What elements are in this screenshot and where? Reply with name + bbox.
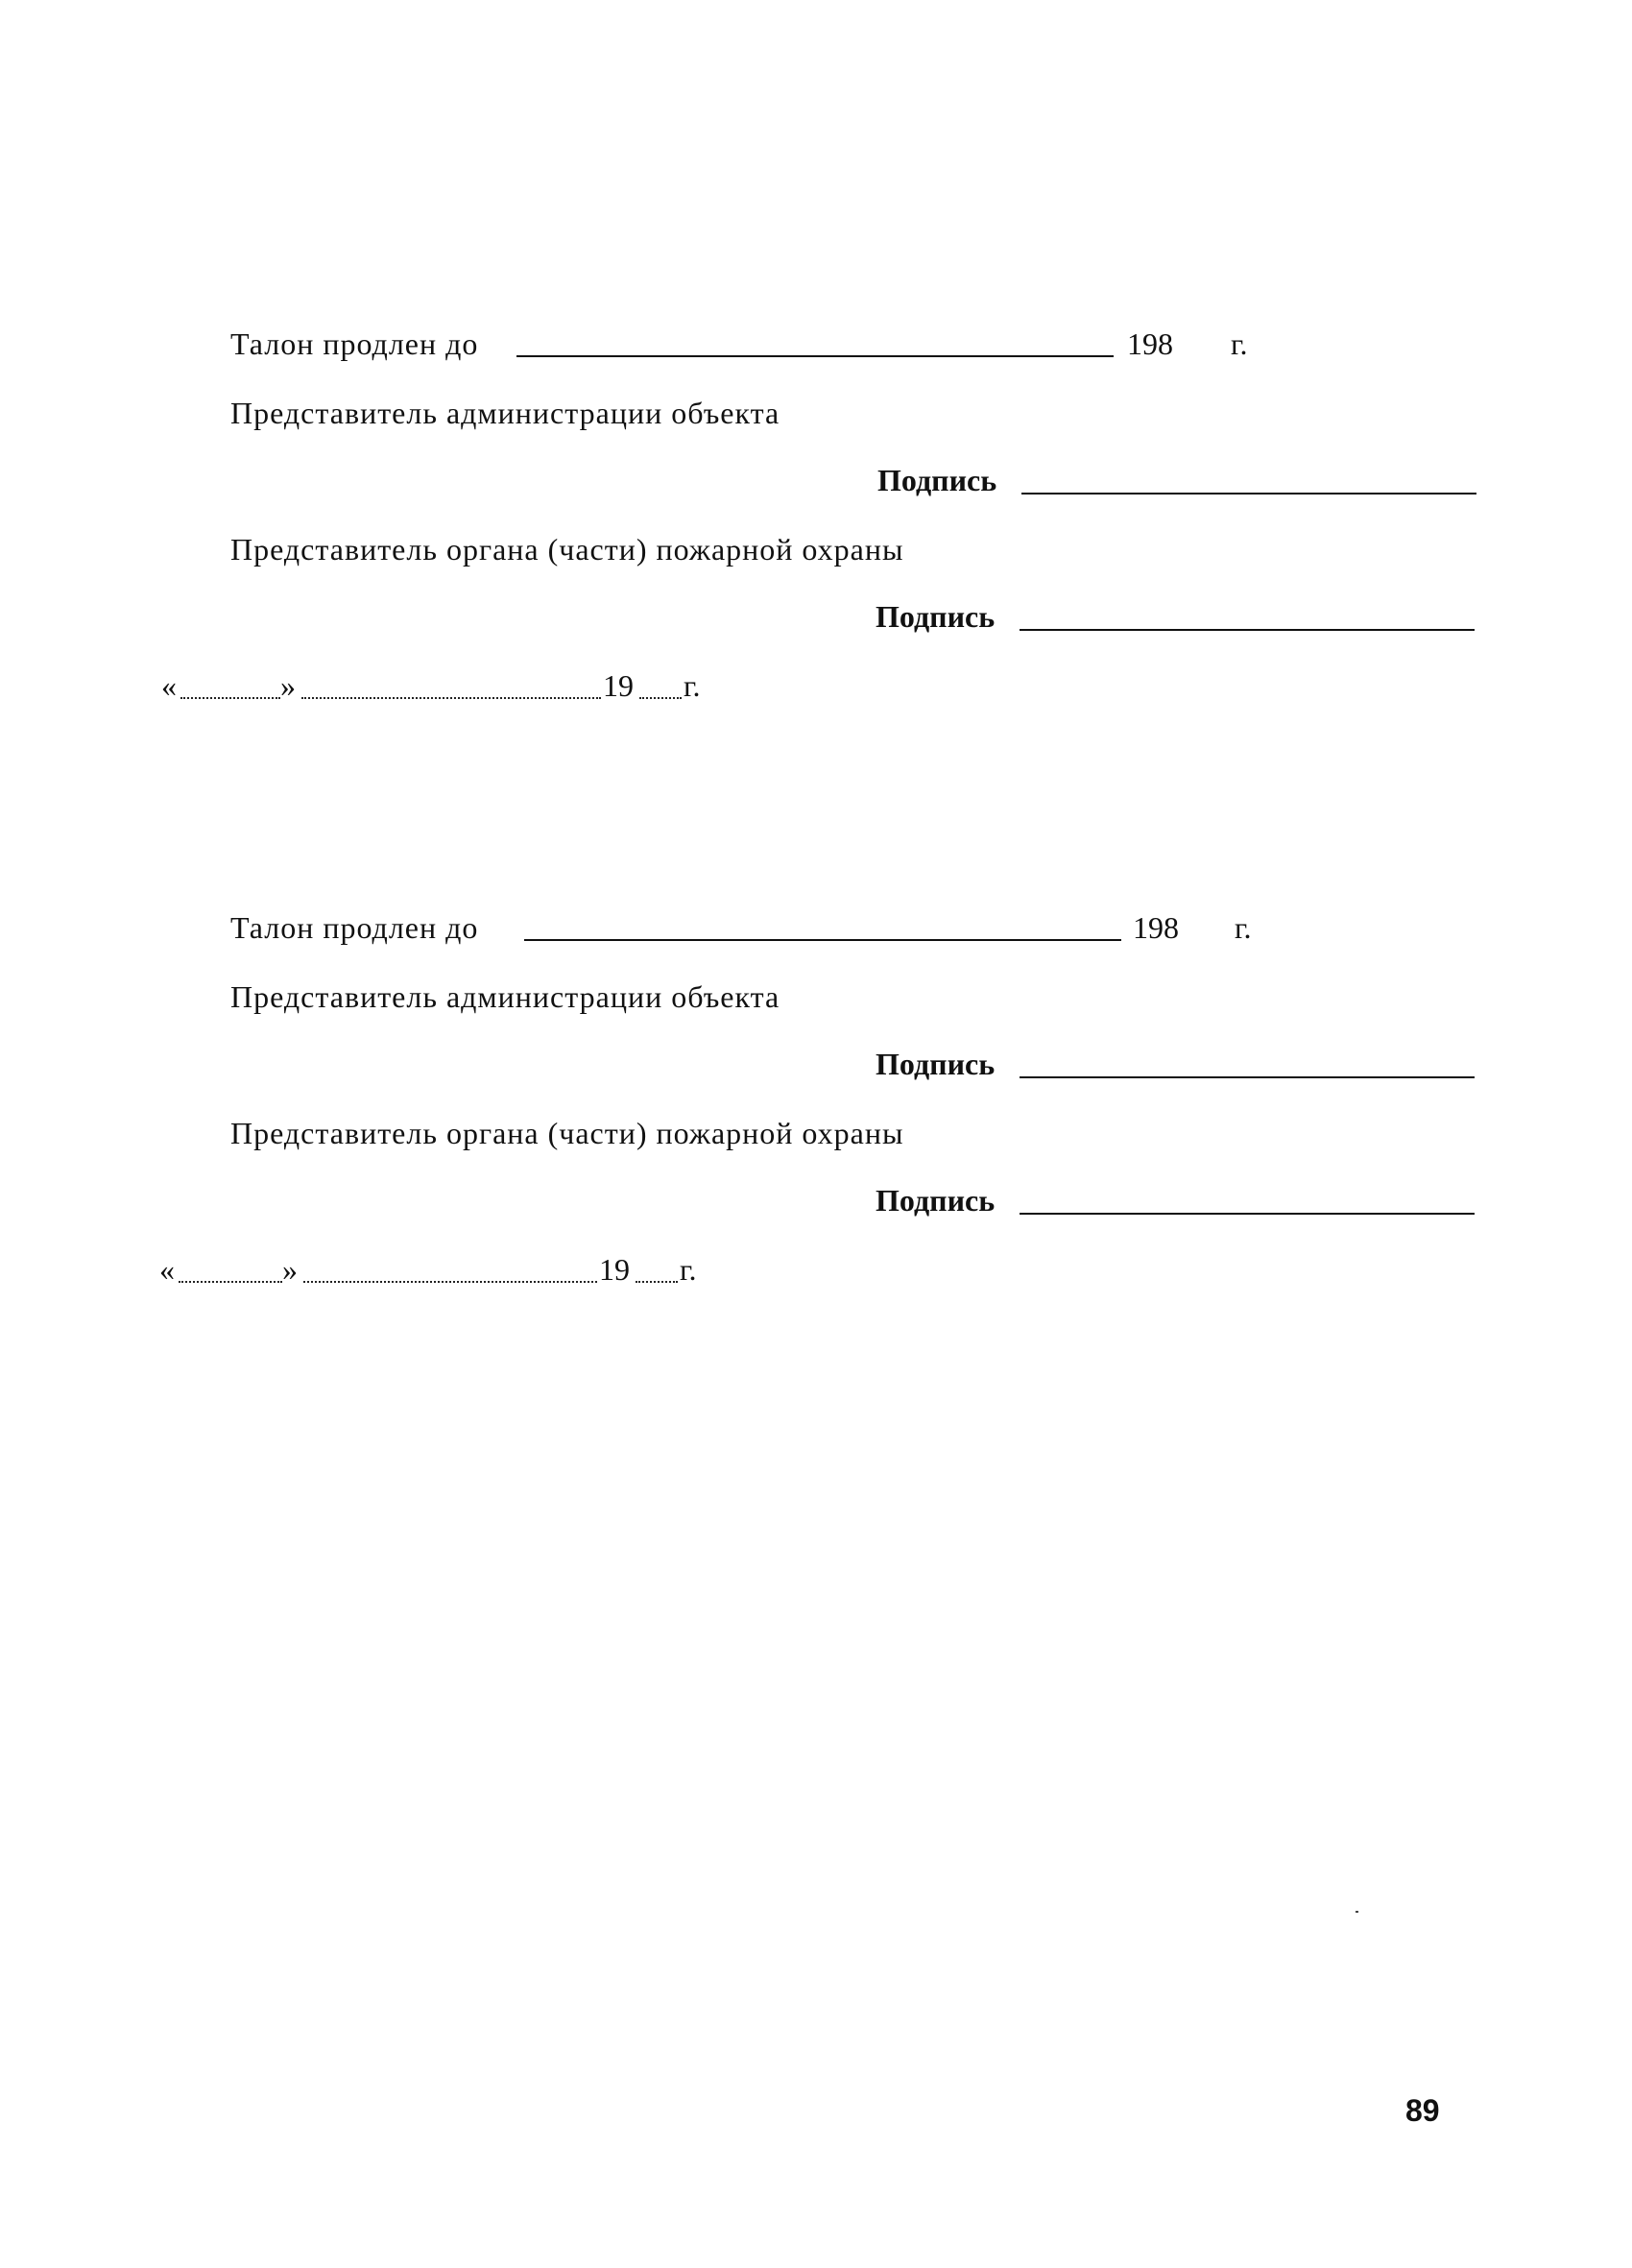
fire-signature-field[interactable] xyxy=(1020,1213,1475,1215)
date-day-field[interactable] xyxy=(179,1281,282,1283)
signature-label: Подпись xyxy=(877,463,997,497)
fire-representative-label: Представитель органа (части) пожарной охраны xyxy=(230,532,904,567)
date-close-quote: » xyxy=(280,668,296,703)
year-prefix: 198 xyxy=(1127,326,1173,361)
signature-label: Подпись xyxy=(876,599,996,634)
date-year-field[interactable] xyxy=(636,1281,678,1283)
extended-until-field[interactable] xyxy=(524,939,1121,941)
scan-speck xyxy=(1356,1911,1358,1913)
year-prefix: 198 xyxy=(1133,910,1179,945)
admin-signature-field[interactable] xyxy=(1021,493,1476,495)
date-century: 19 xyxy=(603,668,634,703)
date-month-field[interactable] xyxy=(301,697,601,699)
date-suffix: г. xyxy=(680,1252,697,1287)
admin-representative-label: Представитель администрации объекта xyxy=(230,979,780,1014)
fire-representative-label: Представитель органа (части) пожарной охраны xyxy=(230,1116,904,1150)
date-open-quote: « xyxy=(161,668,177,703)
year-suffix: г. xyxy=(1231,326,1248,361)
date-open-quote: « xyxy=(159,1252,175,1287)
extended-until-label: Талон продлен до xyxy=(230,326,479,361)
fire-signature-field[interactable] xyxy=(1020,629,1475,631)
signature-label: Подпись xyxy=(876,1047,996,1081)
extended-until-field[interactable] xyxy=(516,355,1114,357)
date-day-field[interactable] xyxy=(180,697,280,699)
date-century: 19 xyxy=(599,1252,630,1287)
admin-signature-field[interactable] xyxy=(1020,1076,1475,1078)
page-number: 89 xyxy=(1405,2093,1440,2128)
date-month-field[interactable] xyxy=(303,1281,597,1283)
year-suffix: г. xyxy=(1235,910,1252,945)
extended-until-label: Талон продлен до xyxy=(230,910,479,945)
signature-label: Подпись xyxy=(876,1183,996,1218)
date-year-field[interactable] xyxy=(639,697,682,699)
admin-representative-label: Представитель администрации объекта xyxy=(230,396,780,430)
date-close-quote: » xyxy=(282,1252,298,1287)
date-suffix: г. xyxy=(684,668,701,703)
